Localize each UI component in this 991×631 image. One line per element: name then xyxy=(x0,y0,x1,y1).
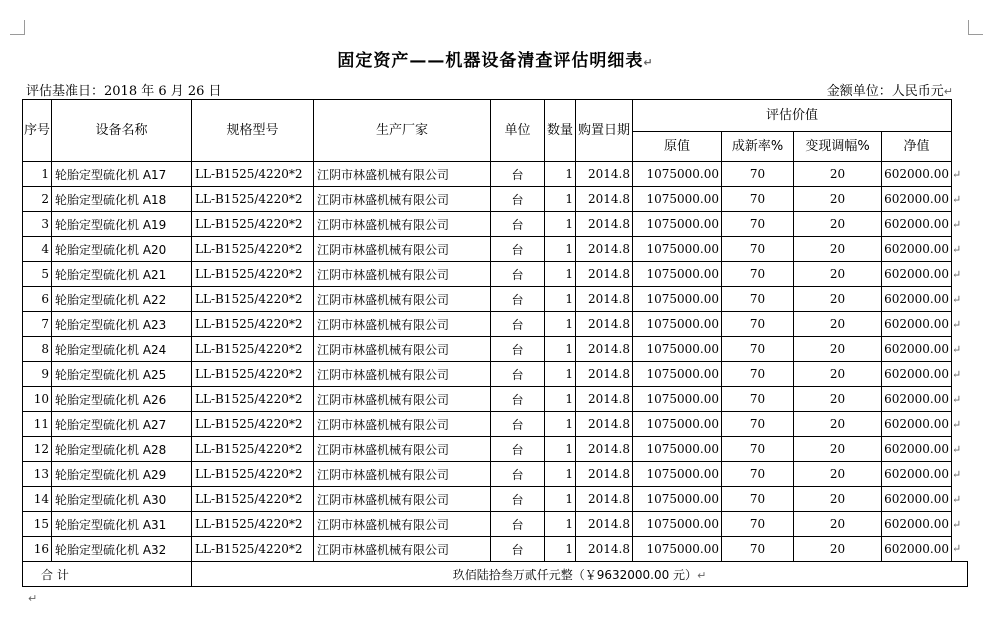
cell-model: LL-B1525/4220*2 xyxy=(192,537,314,562)
cell-unit: 台 xyxy=(491,537,545,562)
cell-date: 2014.8 xyxy=(576,187,633,212)
asset-table xyxy=(22,99,968,587)
header-original: 原值 xyxy=(633,132,722,162)
header-maker: 生产厂家 xyxy=(314,100,491,162)
cell-maker: 江阴市林盛机械有限公司 xyxy=(314,437,491,462)
row-end-mark: ↵ xyxy=(952,342,962,356)
cell-qty: 1 xyxy=(545,262,576,287)
cell-qty: 1 xyxy=(545,537,576,562)
table-row xyxy=(23,487,968,512)
cell-unit: 台 xyxy=(491,312,545,337)
cell-date: 2014.8 xyxy=(576,462,633,487)
cell-seq: 13 xyxy=(23,462,52,487)
cell-net: 602000.00 xyxy=(882,337,952,362)
cell-newness: 70 xyxy=(722,287,794,312)
row-end-mark: ↵ xyxy=(952,492,962,506)
cell-name: 轮胎定型硫化机 A18 xyxy=(52,187,192,212)
cell-name: 轮胎定型硫化机 A23 xyxy=(52,312,192,337)
cell-unit: 台 xyxy=(491,212,545,237)
cell-model: LL-B1525/4220*2 xyxy=(192,462,314,487)
cell-maker: 江阴市林盛机械有限公司 xyxy=(314,412,491,437)
cell-maker: 江阴市林盛机械有限公司 xyxy=(314,212,491,237)
cell-seq: 16 xyxy=(23,537,52,562)
trailing-paragraph-mark: ↵ xyxy=(28,592,38,605)
cell-model: LL-B1525/4220*2 xyxy=(192,437,314,462)
cell-newness: 70 xyxy=(722,437,794,462)
cell-name: 轮胎定型硫化机 A29 xyxy=(52,462,192,487)
cell-qty: 1 xyxy=(545,487,576,512)
cell-qty: 1 xyxy=(545,162,576,187)
cell-seq: 8 xyxy=(23,337,52,362)
cell-date: 2014.8 xyxy=(576,237,633,262)
cell-name: 轮胎定型硫化机 A30 xyxy=(52,487,192,512)
cell-maker: 江阴市林盛机械有限公司 xyxy=(314,312,491,337)
cell-net: 602000.00 xyxy=(882,387,952,412)
cell-qty: 1 xyxy=(545,512,576,537)
row-end-mark: ↵ xyxy=(952,292,962,306)
table-row xyxy=(23,162,968,187)
cell-original: 1075000.00 xyxy=(633,162,722,187)
cell-original: 1075000.00 xyxy=(633,312,722,337)
cell-model: LL-B1525/4220*2 xyxy=(192,512,314,537)
cell-newness: 70 xyxy=(722,312,794,337)
cell-maker: 江阴市林盛机械有限公司 xyxy=(314,237,491,262)
cell-model: LL-B1525/4220*2 xyxy=(192,212,314,237)
cell-date: 2014.8 xyxy=(576,262,633,287)
cell-newness: 70 xyxy=(722,237,794,262)
table-row xyxy=(23,412,968,437)
cell-unit: 台 xyxy=(491,437,545,462)
cell-original: 1075000.00 xyxy=(633,487,722,512)
cell-seq: 2 xyxy=(23,187,52,212)
cell-original: 1075000.00 xyxy=(633,212,722,237)
cell-seq: 1 xyxy=(23,162,52,187)
cell-date: 2014.8 xyxy=(576,312,633,337)
cell-net: 602000.00 xyxy=(882,512,952,537)
cell-maker: 江阴市林盛机械有限公司 xyxy=(314,187,491,212)
cell-name: 轮胎定型硫化机 A21 xyxy=(52,262,192,287)
row-end-mark: ↵ xyxy=(952,267,962,281)
cell-name: 轮胎定型硫化机 A28 xyxy=(52,437,192,462)
cell-unit: 台 xyxy=(491,387,545,412)
cell-name: 轮胎定型硫化机 A31 xyxy=(52,512,192,537)
cell-qty: 1 xyxy=(545,462,576,487)
cell-seq: 15 xyxy=(23,512,52,537)
currency-unit: 金额单位：人民币元↵ xyxy=(826,84,953,99)
row-end-mark: ↵ xyxy=(952,467,962,481)
cell-qty: 1 xyxy=(545,187,576,212)
cell-newness: 70 xyxy=(722,262,794,287)
cell-seq: 14 xyxy=(23,487,52,512)
cell-model: LL-B1525/4220*2 xyxy=(192,387,314,412)
table-row xyxy=(23,537,968,562)
cell-adjust: 20 xyxy=(794,412,882,437)
row-end-mark: ↵ xyxy=(952,167,962,181)
cell-seq: 10 xyxy=(23,387,52,412)
cell-maker: 江阴市林盛机械有限公司 xyxy=(314,487,491,512)
cell-original: 1075000.00 xyxy=(633,412,722,437)
header-adjust: 变现调幅% xyxy=(794,132,882,162)
cell-adjust: 20 xyxy=(794,162,882,187)
cell-date: 2014.8 xyxy=(576,537,633,562)
cell-unit: 台 xyxy=(491,362,545,387)
row-end-mark: ↵ xyxy=(952,442,962,456)
row-end-mark: ↵ xyxy=(952,367,962,381)
header-purchase-date: 购置日期 xyxy=(576,100,633,162)
cell-name: 轮胎定型硫化机 A22 xyxy=(52,287,192,312)
cell-unit: 台 xyxy=(491,237,545,262)
cell-model: LL-B1525/4220*2 xyxy=(192,312,314,337)
cell-net: 602000.00 xyxy=(882,287,952,312)
cell-original: 1075000.00 xyxy=(633,362,722,387)
cell-name: 轮胎定型硫化机 A27 xyxy=(52,412,192,437)
cell-name: 轮胎定型硫化机 A20 xyxy=(52,237,192,262)
cell-model: LL-B1525/4220*2 xyxy=(192,362,314,387)
cell-seq: 4 xyxy=(23,237,52,262)
row-end-mark: ↵ xyxy=(952,192,962,206)
cell-name: 轮胎定型硫化机 A25 xyxy=(52,362,192,387)
row-end-mark: ↵ xyxy=(952,542,962,556)
cell-net: 602000.00 xyxy=(882,187,952,212)
cell-unit: 台 xyxy=(491,412,545,437)
cell-qty: 1 xyxy=(545,312,576,337)
header-model: 规格型号 xyxy=(192,100,314,162)
cell-maker: 江阴市林盛机械有限公司 xyxy=(314,362,491,387)
cell-model: LL-B1525/4220*2 xyxy=(192,487,314,512)
cell-net: 602000.00 xyxy=(882,362,952,387)
cell-net: 602000.00 xyxy=(882,262,952,287)
cell-original: 1075000.00 xyxy=(633,462,722,487)
cell-newness: 70 xyxy=(722,187,794,212)
cell-unit: 台 xyxy=(491,462,545,487)
cell-qty: 1 xyxy=(545,212,576,237)
cell-model: LL-B1525/4220*2 xyxy=(192,287,314,312)
table-row xyxy=(23,387,968,412)
cell-qty: 1 xyxy=(545,437,576,462)
header-seq: 序号 xyxy=(23,100,52,162)
cell-net: 602000.00 xyxy=(882,312,952,337)
header-qty: 数量 xyxy=(545,100,576,162)
cell-newness: 70 xyxy=(722,537,794,562)
cell-name: 轮胎定型硫化机 A32 xyxy=(52,537,192,562)
table-row xyxy=(23,262,968,287)
cell-seq: 9 xyxy=(23,362,52,387)
cell-adjust: 20 xyxy=(794,237,882,262)
cell-adjust: 20 xyxy=(794,512,882,537)
cell-unit: 台 xyxy=(491,487,545,512)
header-filler xyxy=(952,100,968,132)
document-title: 固定资产——机器设备清查评估明细表↵ xyxy=(337,51,654,71)
cell-original: 1075000.00 xyxy=(633,437,722,462)
cell-original: 1075000.00 xyxy=(633,237,722,262)
cell-adjust: 20 xyxy=(794,462,882,487)
cell-net: 602000.00 xyxy=(882,437,952,462)
table-body xyxy=(23,162,968,562)
cell-model: LL-B1525/4220*2 xyxy=(192,237,314,262)
cell-model: LL-B1525/4220*2 xyxy=(192,412,314,437)
cell-model: LL-B1525/4220*2 xyxy=(192,337,314,362)
cell-adjust: 20 xyxy=(794,337,882,362)
cell-date: 2014.8 xyxy=(576,362,633,387)
table-row xyxy=(23,462,968,487)
cell-qty: 1 xyxy=(545,337,576,362)
header-filler-2 xyxy=(952,132,968,162)
cell-maker: 江阴市林盛机械有限公司 xyxy=(314,387,491,412)
eval-date: 评估基准日：2018 年 6 月 26 日 xyxy=(26,84,222,99)
cell-net: 602000.00 xyxy=(882,237,952,262)
cell-maker: 江阴市林盛机械有限公司 xyxy=(314,287,491,312)
cell-date: 2014.8 xyxy=(576,162,633,187)
cell-date: 2014.8 xyxy=(576,387,633,412)
total-label: 合 计 xyxy=(23,562,192,587)
cell-seq: 7 xyxy=(23,312,52,337)
cell-date: 2014.8 xyxy=(576,512,633,537)
cell-seq: 12 xyxy=(23,437,52,462)
cell-model: LL-B1525/4220*2 xyxy=(192,262,314,287)
cell-date: 2014.8 xyxy=(576,437,633,462)
cell-adjust: 20 xyxy=(794,362,882,387)
cell-newness: 70 xyxy=(722,162,794,187)
cell-original: 1075000.00 xyxy=(633,287,722,312)
cell-date: 2014.8 xyxy=(576,287,633,312)
cell-original: 1075000.00 xyxy=(633,537,722,562)
cell-adjust: 20 xyxy=(794,437,882,462)
cell-qty: 1 xyxy=(545,237,576,262)
cell-maker: 江阴市林盛机械有限公司 xyxy=(314,262,491,287)
cell-adjust: 20 xyxy=(794,537,882,562)
cell-net: 602000.00 xyxy=(882,162,952,187)
cell-adjust: 20 xyxy=(794,287,882,312)
cell-adjust: 20 xyxy=(794,387,882,412)
table-row xyxy=(23,512,968,537)
cell-newness: 70 xyxy=(722,512,794,537)
cell-maker: 江阴市林盛机械有限公司 xyxy=(314,462,491,487)
cell-qty: 1 xyxy=(545,412,576,437)
cell-maker: 江阴市林盛机械有限公司 xyxy=(314,537,491,562)
cell-newness: 70 xyxy=(722,487,794,512)
cell-seq: 11 xyxy=(23,412,52,437)
table-row xyxy=(23,287,968,312)
crop-mark-top-right xyxy=(968,20,983,35)
row-end-mark: ↵ xyxy=(952,217,962,231)
row-end-mark: ↵ xyxy=(952,242,962,256)
cell-original: 1075000.00 xyxy=(633,262,722,287)
row-end-mark: ↵ xyxy=(952,517,962,531)
cell-unit: 台 xyxy=(491,512,545,537)
cell-unit: 台 xyxy=(491,162,545,187)
cell-newness: 70 xyxy=(722,337,794,362)
cell-net: 602000.00 xyxy=(882,212,952,237)
total-amount: 玖佰陆拾叁万贰仟元整（￥9632000.00 元）↵ xyxy=(192,562,968,587)
table-row xyxy=(23,212,968,237)
table-row xyxy=(23,337,968,362)
cell-maker: 江阴市林盛机械有限公司 xyxy=(314,162,491,187)
row-end-mark: ↵ xyxy=(952,417,962,431)
cell-newness: 70 xyxy=(722,362,794,387)
row-end-mark: ↵ xyxy=(952,392,962,406)
cell-adjust: 20 xyxy=(794,312,882,337)
cell-original: 1075000.00 xyxy=(633,187,722,212)
table-row xyxy=(23,187,968,212)
table-row xyxy=(23,437,968,462)
header-name: 设备名称 xyxy=(52,100,192,162)
cell-model: LL-B1525/4220*2 xyxy=(192,187,314,212)
cell-original: 1075000.00 xyxy=(633,337,722,362)
cell-qty: 1 xyxy=(545,287,576,312)
cell-net: 602000.00 xyxy=(882,487,952,512)
cell-newness: 70 xyxy=(722,387,794,412)
cell-date: 2014.8 xyxy=(576,212,633,237)
cell-newness: 70 xyxy=(722,412,794,437)
cell-newness: 70 xyxy=(722,462,794,487)
table-row xyxy=(23,237,968,262)
cell-name: 轮胎定型硫化机 A24 xyxy=(52,337,192,362)
header-unit: 单位 xyxy=(491,100,545,162)
cell-adjust: 20 xyxy=(794,262,882,287)
cell-newness: 70 xyxy=(722,212,794,237)
cell-adjust: 20 xyxy=(794,487,882,512)
cell-adjust: 20 xyxy=(794,212,882,237)
table-row xyxy=(23,362,968,387)
row-end-mark: ↵ xyxy=(952,317,962,331)
cell-model: LL-B1525/4220*2 xyxy=(192,162,314,187)
cell-maker: 江阴市林盛机械有限公司 xyxy=(314,337,491,362)
cell-original: 1075000.00 xyxy=(633,387,722,412)
cell-unit: 台 xyxy=(491,262,545,287)
header-net: 净值 xyxy=(882,132,952,162)
cell-date: 2014.8 xyxy=(576,487,633,512)
cell-original: 1075000.00 xyxy=(633,512,722,537)
header-newness: 成新率% xyxy=(722,132,794,162)
cell-adjust: 20 xyxy=(794,187,882,212)
cell-seq: 5 xyxy=(23,262,52,287)
crop-mark-top-left xyxy=(10,20,25,35)
cell-unit: 台 xyxy=(491,187,545,212)
cell-date: 2014.8 xyxy=(576,412,633,437)
cell-net: 602000.00 xyxy=(882,537,952,562)
cell-net: 602000.00 xyxy=(882,462,952,487)
cell-name: 轮胎定型硫化机 A19 xyxy=(52,212,192,237)
cell-net: 602000.00 xyxy=(882,412,952,437)
cell-unit: 台 xyxy=(491,337,545,362)
table-row xyxy=(23,312,968,337)
cell-seq: 6 xyxy=(23,287,52,312)
cell-unit: 台 xyxy=(491,287,545,312)
header-valuation: 评估价值 xyxy=(633,100,952,132)
cell-qty: 1 xyxy=(545,362,576,387)
cell-maker: 江阴市林盛机械有限公司 xyxy=(314,512,491,537)
cell-date: 2014.8 xyxy=(576,337,633,362)
cell-qty: 1 xyxy=(545,387,576,412)
cell-name: 轮胎定型硫化机 A26 xyxy=(52,387,192,412)
cell-seq: 3 xyxy=(23,212,52,237)
cell-name: 轮胎定型硫化机 A17 xyxy=(52,162,192,187)
